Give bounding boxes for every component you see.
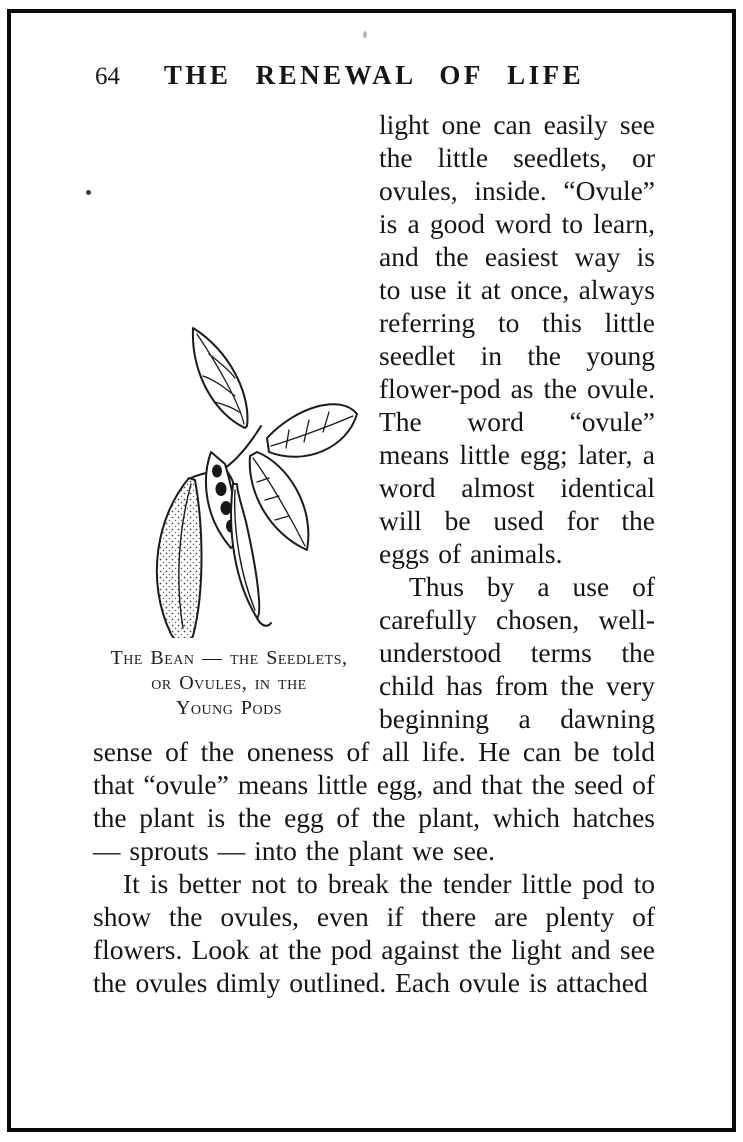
- caption-line-3: Young Pods: [175, 697, 282, 719]
- pod-tip: [257, 618, 271, 626]
- bean-illustration: [93, 318, 365, 638]
- leaf: [193, 328, 248, 428]
- body-paragraph-1: light one can easily see the little seedlets, or ovules, inside. “Ovule” is a good word to learn, and the easiest way is to use it at once, always referring to this little seedlet in the young flower-pod as the ovule. The word “ovule” means little egg; later, a word almost identical will be used for the eggs of animals.: [379, 109, 655, 569]
- body-paragraph-3: It is better not to break the tender little pod to show the ovules, even if there are plenty of flowers. Look at the pod against the light and see the ovules dimly outlined. Each ovule is attached: [93, 868, 655, 998]
- caption-line-1: The Bean — the Seedlets,: [110, 647, 348, 669]
- page-number: 64: [95, 63, 120, 90]
- bean-figure: [93, 318, 365, 721]
- caption-line-2: or Ovules, in the: [151, 672, 307, 694]
- ovule-seed: [212, 465, 222, 478]
- leaf: [267, 404, 357, 457]
- page-header: [93, 58, 655, 96]
- figure-caption: [93, 646, 365, 721]
- print-speck-margin: [86, 190, 91, 195]
- body-text: [93, 108, 655, 999]
- header-title: THE RENEWAL OF LIFE: [163, 60, 585, 90]
- book-page: [93, 58, 655, 999]
- ovule-seed: [216, 482, 227, 496]
- ovule-seed: [221, 501, 232, 515]
- print-speck-top: [363, 31, 367, 38]
- body-paragraph-2: Thus by a use of carefully chosen, well-understood terms the child has from the very beginning a dawning sense of the oneness of all life. He can be told that “ovule” means little egg, and that the seed of the plant is the egg of the plant, which hatches — sprouts — into the plant we see.: [93, 571, 655, 866]
